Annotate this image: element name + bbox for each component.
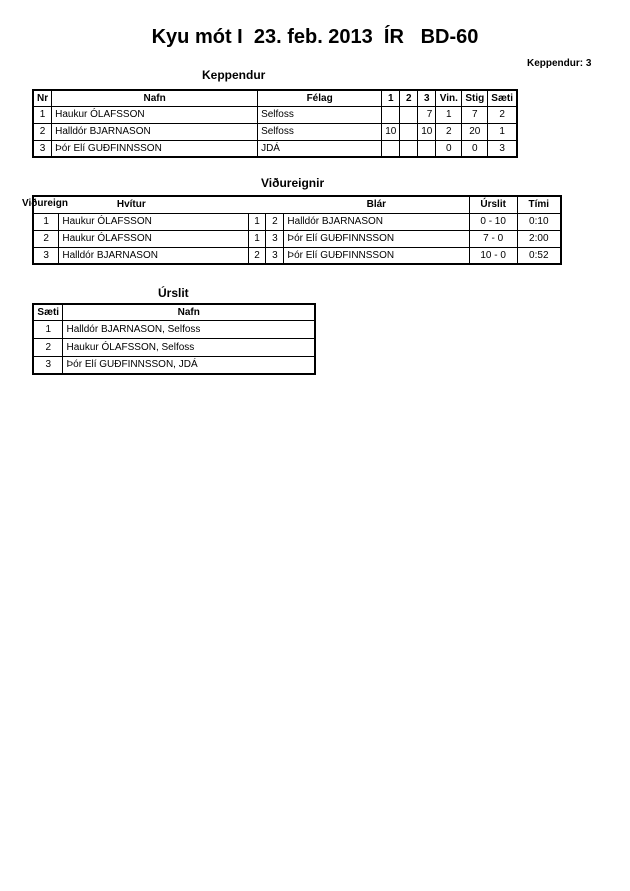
col-time: Tími (517, 196, 561, 213)
cell-club: Selfoss (258, 123, 382, 140)
cell-nr: 3 (33, 140, 52, 157)
cell-match-nr: 1 (33, 213, 59, 230)
cell-result: 10 - 0 (469, 247, 517, 264)
cell-r2 (400, 140, 418, 157)
cell-blue: Þór Elí GUÐFINNSSON (284, 230, 469, 247)
cell-r3 (418, 140, 436, 157)
cell-white-nr: 2 (248, 247, 266, 264)
cell-name: Haukur ÓLAFSSON, Selfoss (63, 338, 315, 356)
cell-r3: 10 (418, 123, 436, 140)
cell-place: 1 (33, 320, 63, 338)
results-table (32, 303, 316, 375)
cell-white-nr: 1 (248, 230, 266, 247)
cell-points: 0 (462, 140, 488, 157)
col-white: Hvítur (59, 196, 284, 213)
cell-points: 20 (462, 123, 488, 140)
table-row (33, 230, 561, 247)
cell-blue-nr: 3 (266, 230, 284, 247)
participants-count: Keppendur: 3 (527, 58, 592, 69)
col-wins: Vin. (436, 90, 462, 106)
table-row (33, 213, 561, 230)
col-points: Stig (462, 90, 488, 106)
cell-nr: 2 (33, 123, 52, 140)
col-match: Viðureign (22, 198, 68, 209)
cell-place: 3 (33, 356, 63, 374)
col-place: Sæti (33, 304, 63, 320)
col-place: Sæti (488, 90, 517, 106)
cell-points: 7 (462, 106, 488, 123)
cell-club: JDÁ (258, 140, 382, 157)
cell-match-nr: 3 (33, 247, 59, 264)
cell-time: 0:10 (517, 213, 561, 230)
table-row (33, 320, 315, 338)
cell-white: Haukur ÓLAFSSON (59, 213, 248, 230)
col-r3: 3 (418, 90, 436, 106)
cell-r2 (400, 106, 418, 123)
cell-place: 2 (33, 338, 63, 356)
cell-result: 0 - 10 (469, 213, 517, 230)
cell-blue: Þór Elí GUÐFINNSSON (284, 247, 469, 264)
cell-blue-nr: 2 (266, 213, 284, 230)
table-row (33, 106, 517, 123)
cell-white: Haukur ÓLAFSSON (59, 230, 248, 247)
cell-place: 3 (488, 140, 517, 157)
results-header-row (33, 304, 315, 320)
table-row (33, 123, 517, 140)
col-name: Nafn (63, 304, 315, 320)
col-result: Úrslit (469, 196, 517, 213)
cell-place: 2 (488, 106, 517, 123)
participants-table (32, 89, 518, 158)
cell-result: 7 - 0 (469, 230, 517, 247)
results-heading: Úrslit (158, 286, 189, 300)
cell-time: 0:52 (517, 247, 561, 264)
page-title: Kyu mót I 23. feb. 2013 ÍR BD-60 (151, 26, 479, 48)
cell-r1: 10 (382, 123, 400, 140)
cell-club: Selfoss (258, 106, 382, 123)
table-row (33, 247, 561, 264)
cell-wins: 2 (436, 123, 462, 140)
col-r1: 1 (382, 90, 400, 106)
cell-name: Þór Elí GUÐFINNSSON, JDÁ (63, 356, 315, 374)
col-r2: 2 (400, 90, 418, 106)
matches-table (22, 195, 562, 265)
cell-match-nr: 2 (33, 230, 59, 247)
col-match-cell (22, 196, 68, 213)
cell-nr: 1 (33, 106, 52, 123)
table-row (33, 356, 315, 374)
cell-r1 (382, 140, 400, 157)
col-club: Félag (258, 90, 382, 106)
col-nr: Nr (33, 90, 52, 106)
matches-heading: Viðureignir (261, 176, 325, 190)
participants-header-row (33, 90, 517, 106)
table-row (33, 140, 517, 157)
cell-r2 (400, 123, 418, 140)
col-name: Nafn (52, 90, 258, 106)
cell-r1 (382, 106, 400, 123)
matches-header-row (33, 196, 561, 213)
cell-white-nr: 1 (248, 213, 266, 230)
cell-blue: Halldór BJARNASON (284, 213, 469, 230)
cell-name: Halldór BJARNASON (52, 123, 258, 140)
cell-r3: 7 (418, 106, 436, 123)
table-row (33, 338, 315, 356)
cell-name: Halldór BJARNASON, Selfoss (63, 320, 315, 338)
cell-white: Halldór BJARNASON (59, 247, 248, 264)
cell-place: 1 (488, 123, 517, 140)
cell-name: Haukur ÓLAFSSON (52, 106, 258, 123)
col-blue: Blár (284, 196, 469, 213)
cell-wins: 0 (436, 140, 462, 157)
cell-name: Þór Elí GUÐFINNSSON (52, 140, 258, 157)
participants-heading: Keppendur (202, 68, 266, 82)
cell-wins: 1 (436, 106, 462, 123)
cell-time: 2:00 (517, 230, 561, 247)
cell-blue-nr: 3 (266, 247, 284, 264)
